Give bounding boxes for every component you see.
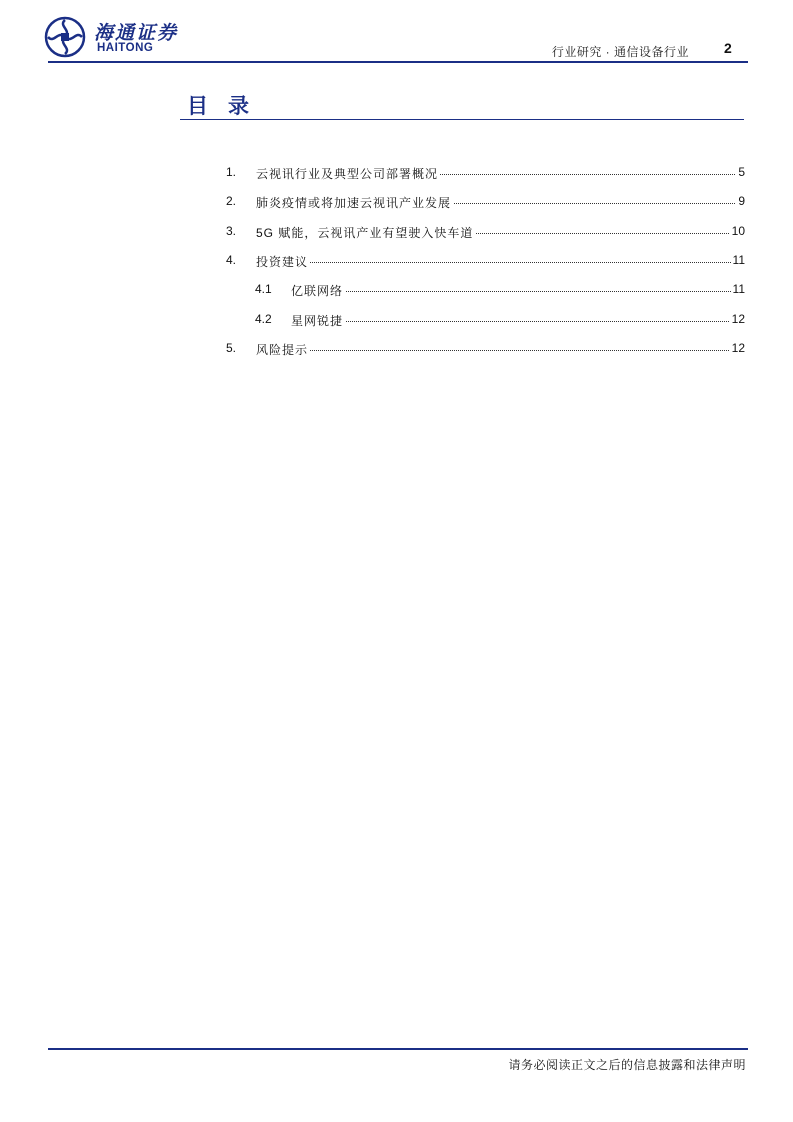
haitong-logo (44, 16, 189, 60)
header-divider (48, 61, 748, 63)
toc-entry-page: 10 (731, 224, 745, 238)
toc-entry-page: 5 (738, 165, 745, 179)
toc-title-divider (180, 119, 744, 120)
toc-entry-number: 1. (226, 165, 237, 179)
toc-leader-dots (291, 321, 745, 322)
toc-entry-text: 5G 赋能，云视讯产业有望驶入快车道 (256, 226, 474, 240)
logo-english-name: HAITONG (97, 42, 154, 54)
toc-entry-text: 风险提示 (256, 343, 309, 357)
toc-title: 目录 (187, 94, 269, 118)
footer-disclaimer: 请务必阅读正文之后的信息披露和法律声明 (508, 1058, 746, 1072)
toc-entry[interactable] (226, 311, 745, 329)
toc-entry-page: 12 (731, 341, 745, 355)
toc-entry-text: 亿联网络 (291, 284, 344, 298)
toc-entry-text: 投资建议 (256, 255, 309, 269)
toc-entry-number: 2. (226, 194, 237, 208)
toc-entry-text: 星网锐捷 (291, 314, 344, 328)
logo-chinese-name: 海通证券 (94, 22, 179, 44)
toc-entry-number: 4.2 (255, 312, 272, 326)
header-section-label: 行业研究 · 通信设备行业 (551, 45, 689, 59)
toc-entry-number: 3. (226, 224, 237, 238)
toc-entry-page: 11 (732, 253, 745, 267)
toc-entry-page: 11 (732, 282, 745, 296)
toc-entry[interactable] (226, 164, 745, 182)
toc-leader-dots (256, 262, 745, 263)
toc-leader-dots (291, 291, 745, 292)
toc-entry-page: 12 (731, 312, 745, 326)
toc-entry[interactable] (226, 223, 745, 241)
toc-entry[interactable] (226, 340, 745, 358)
toc-entry[interactable] (226, 252, 745, 270)
footer-divider (48, 1048, 748, 1050)
toc-entry-text: 云视讯行业及典型公司部署概况 (256, 167, 439, 181)
toc-entry-text: 肺炎疫情或将加速云视讯产业发展 (256, 196, 452, 210)
toc-entry[interactable] (226, 193, 745, 211)
toc-entry-number: 4. (226, 253, 237, 267)
toc-entry-number: 4.1 (255, 282, 272, 296)
toc-entry[interactable] (226, 281, 745, 299)
toc-entry-number: 5. (226, 341, 237, 355)
toc-leader-dots (256, 350, 745, 351)
haitong-emblem-icon (44, 16, 86, 58)
page-number: 2 (724, 40, 732, 56)
toc-entry-page: 9 (738, 194, 745, 208)
